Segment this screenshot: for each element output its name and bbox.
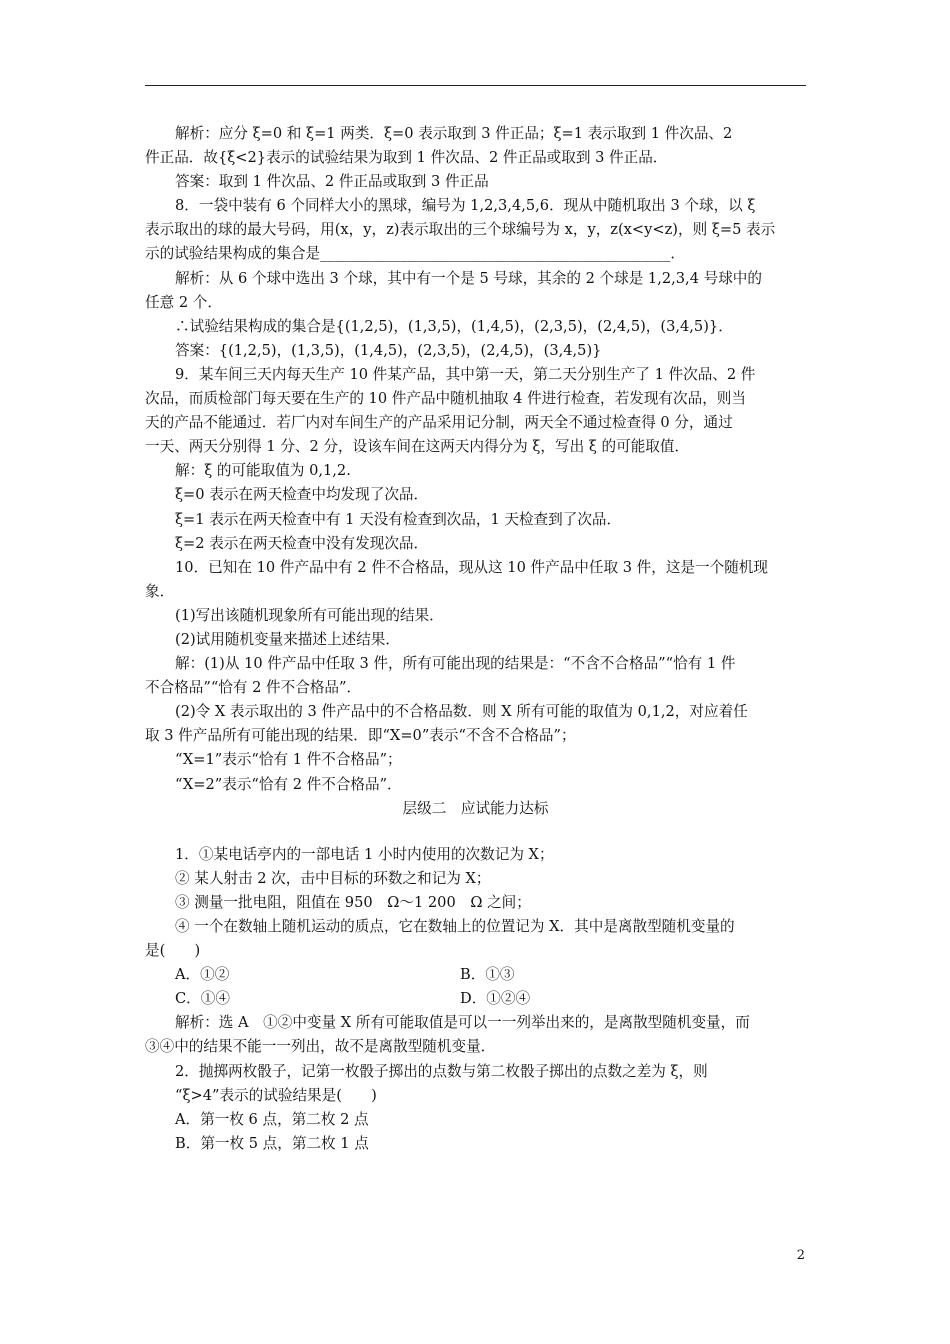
text-line: 解：(1)从 10 件产品中任取 3 件，所有可能出现的结果是：“不含不合格品”“恰有 1 件 [175,655,736,673]
text-line: “X=2”表示“恰有 2 件不合格品”． [175,775,402,793]
text-line: 示的试验结果构成的集合是________________________________________________． [145,245,685,263]
text-line: 9．某车间三天内每天生产 10 件某产品，其中第一天，第二天分别生产了 1 件次品、2 件 [175,365,756,383]
header-rule [145,85,806,86]
option-a: A．第一枚 6 点，第二枚 2 点 [175,1110,369,1128]
page-body [145,122,806,1156]
option-a: A．①② [175,966,230,984]
text-line: “ξ>4”表示的试验结果是( ) [175,1086,377,1104]
text-line: 次品，而质检部门每天要在生产的 10 件产品中随机抽取 4 件进行检查，若发现有次品，则当 [145,390,746,408]
text-line: 答案：取到 1 件次品、2 件正品或取到 3 件正品 [175,173,489,191]
text-line: (1)写出该随机现象所有可能出现的结果． [175,606,444,624]
text-line: 解：ξ 的可能取值为 0,1,2. [175,462,351,480]
option-d: D．①②④ [460,990,531,1008]
text-line: 解析：从 6 个球中选出 3 个球，其中有一个是 5 号球，其余的 2 个球是 1,2,3,4 号球中的 [175,269,762,287]
text-line: ③④中的结果不能一一列出，故不是离散型随机变量． [145,1038,496,1056]
option-c: C．①④ [175,990,230,1008]
text-line: 一天、两天分别得 1 分、2 分，设该车间在这两天内得分为 ξ，写出 ξ 的可能取值． [145,438,690,456]
text-line: (2)令 X 表示取出的 3 件产品中的不合格品数．则 X 所有可能的取值为 0,1,2，对应着任 [175,703,748,721]
text-line: 不合格品”“恰有 2 件不合格品”． [145,679,362,697]
text-line: 象． [145,582,175,600]
text-line: ξ=0 表示在两天检查中均发现了次品． [175,486,429,504]
text-line: 是( ) [145,942,201,960]
option-row [145,963,806,987]
text-line: ∴试验结果构成的集合是{(1,2,5)，(1,3,5)，(1,4,5)，(2,3,5)，(2,4,5)，(3,4,5)}． [175,317,733,335]
text-line: 取 3 件产品所有可能出现的结果．即“X=0”表示“不含不合格品”； [145,727,576,745]
text-line: ξ=2 表示在两天检查中没有发现次品． [175,534,429,552]
text-line: ξ=1 表示在两天检查中有 1 天没有检查到次品，1 天检查到了次品． [175,510,622,528]
text-line: ③ 测量一批电阻，阻值在 950 Ω～1 200 Ω 之间； [175,893,531,911]
text-line: 件正品．故{ξ<2}表示的试验结果为取到 1 件次品、2 件正品或取到 3 件正品． [145,149,668,167]
text-line: 1．①某电话亭内的一部电话 1 小时内使用的次数记为 X； [175,845,554,863]
text-line: ② 某人射击 2 次，击中目标的环数之和记为 X； [175,869,491,887]
text-line: 天的产品不能通过．若厂内对车间生产的产品采用记分制，两天全不通过检查得 0 分，通过 [145,414,733,432]
text-line: 8．一袋中装有 6 个同样大小的黑球，编号为 1,2,3,4,5,6．现从中随机取出 3 个球，以 ξ [175,197,756,215]
text-line: (2)试用随机变量来描述上述结果． [175,630,400,648]
option-row [145,987,806,1011]
text-line: 任意 2 个． [145,293,222,311]
text-line: “X=1”表示“恰有 1 件不合格品”； [175,751,402,769]
text-line: 表示取出的球的最大号码，用(x，y，z)表示取出的三个球编号为 x，y，z(x<y<z)，则 ξ=5 表示 [145,221,776,239]
section-heading: 层级二 应试能力达标 [402,799,549,817]
text-line: 答案：{(1,2,5)，(1,3,5)，(1,4,5)，(2,3,5)，(2,4,5)，(3,4,5)} [175,341,602,359]
text-line: ④ 一个在数轴上随机运动的质点，它在数轴上的位置记为 X．其中是离散型随机变量的 [175,918,735,935]
page-number: 2 [796,1248,805,1263]
text-line: 解析：应分 ξ=0 和 ξ=1 两类．ξ=0 表示取到 3 件正品；ξ=1 表示取到 1 件次品、2 [175,125,733,142]
text-line: 2．抛掷两枚骰子，记第一枚骰子掷出的点数与第二枚骰子掷出的点数之差为 ξ，则 [175,1062,708,1080]
option-b: B．①③ [460,966,515,984]
section-gap [145,821,806,843]
text-line: 10．已知在 10 件产品中有 2 件不合格品，现从这 10 件产品中任取 3 件，这是一个随机现 [175,558,768,576]
text-line: 解析：选 A ①②中变量 X 所有可能取值是可以一一列举出来的，是离散型随机变量，而 [175,1014,750,1032]
option-b: B．第一枚 5 点，第二枚 1 点 [175,1134,369,1152]
